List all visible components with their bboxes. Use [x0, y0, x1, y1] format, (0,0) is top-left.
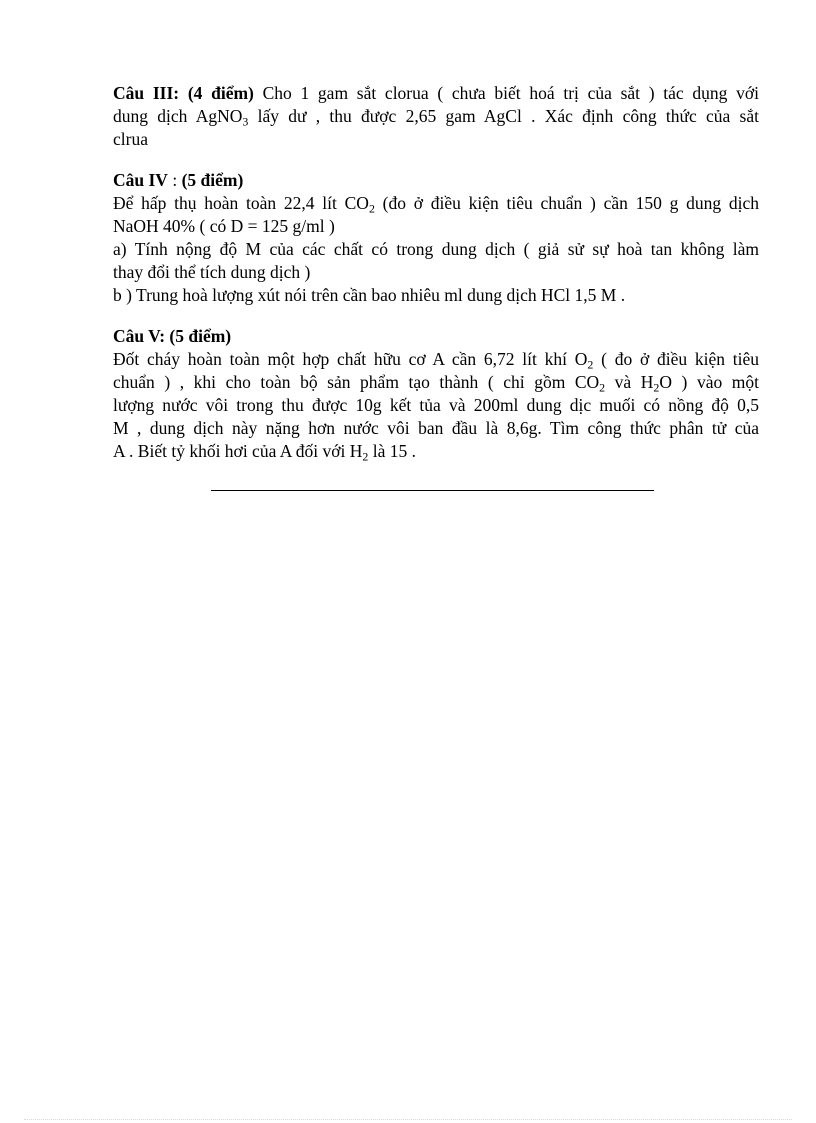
- q5-heading-line: [113, 325, 759, 348]
- q3-text: Cho 1 gam sắt clorua ( chưa biết hoá trị của sắt ) tác dụng với: [253, 83, 759, 103]
- q4-text: (đo ở điều kiện tiêu chuẩn ) cần 150 g dung dịch: [374, 193, 760, 213]
- subscript: 2: [362, 449, 369, 464]
- q4-line-4: [113, 261, 759, 284]
- q5-text: Đốt cháy hoàn toàn một hợp chất hữu cơ A cần 6,72 lít khí O: [113, 349, 588, 369]
- q4-points: (5 điểm): [181, 170, 244, 190]
- question-5: [113, 325, 759, 463]
- q5-heading: Câu V: (5 điểm): [113, 326, 232, 346]
- q4-text: a) Tính nộng độ M của các chất có trong dung dịch ( giả sử sự hoà tan không làm: [113, 239, 759, 259]
- q5-text: và H: [605, 372, 654, 392]
- q4-line-2: [113, 215, 759, 238]
- question-4: [113, 169, 759, 307]
- q5-text: chuẩn ) , khi cho toàn bộ sản phẩm tạo thành ( chỉ gồm CO: [113, 372, 600, 392]
- q5-line-1: [113, 348, 759, 371]
- q5-text: M , dung dịch này nặng hơn nước vôi ban đầu là 8,6g. Tìm công thức phân tử của: [113, 418, 759, 438]
- q5-text: là 15 .: [368, 441, 417, 461]
- q4-heading: Câu IV: [113, 170, 168, 190]
- page-bottom-border: [24, 1119, 792, 1120]
- q3-text: clrua: [113, 129, 148, 149]
- subscript: 2: [587, 357, 594, 372]
- q4-separator: :: [167, 170, 182, 190]
- q5-text: A . Biết tỷ khối hơi của A đối với H: [113, 441, 363, 461]
- question-3: [113, 82, 759, 151]
- q5-text: O ) vào một: [659, 372, 759, 392]
- q5-line-3: [113, 394, 759, 417]
- q3-line-3: [113, 128, 759, 151]
- q3-text: dung dịch AgNO: [113, 106, 243, 126]
- subscript: 2: [599, 380, 606, 395]
- q5-line-2: [113, 371, 759, 394]
- q3-heading: Câu III:: [113, 83, 180, 103]
- q5-text: ( đo ở điều kiện tiêu: [593, 349, 759, 369]
- q5-text: lượng nước vôi trong thu được 10g kết tủa và 200ml dung dịc muối có nồng độ 0,5: [113, 395, 759, 415]
- document-page: [113, 82, 759, 481]
- q4-text: thay đổi thể tích dung dịch ): [113, 262, 311, 282]
- q4-line-3: [113, 238, 759, 261]
- q4-line-1: [113, 192, 759, 215]
- q4-line-5: [113, 284, 759, 307]
- q4-text: Để hấp thụ hoàn toàn 22,4 lít CO: [113, 193, 369, 213]
- subscript: 2: [368, 201, 375, 216]
- q3-text: lấy dư , thu được 2,65 gam AgCl . Xác định công thức của sắt: [248, 106, 759, 126]
- q4-heading-line: [113, 169, 759, 192]
- q3-points: (4 điểm): [187, 83, 254, 103]
- q5-line-4: [113, 417, 759, 440]
- q4-text: b ) Trung hoà lượng xút nói trên cần bao nhiêu ml dung dịch HCl 1,5 M .: [113, 285, 626, 305]
- q4-text: NaOH 40% ( có D = 125 g/ml ): [113, 216, 335, 236]
- q3-line-1: [113, 82, 759, 105]
- subscript: 2: [653, 380, 660, 395]
- subscript: 3: [242, 114, 249, 129]
- q3-line-2: [113, 105, 759, 128]
- q5-line-5: [113, 440, 759, 463]
- separator-line: [211, 490, 654, 491]
